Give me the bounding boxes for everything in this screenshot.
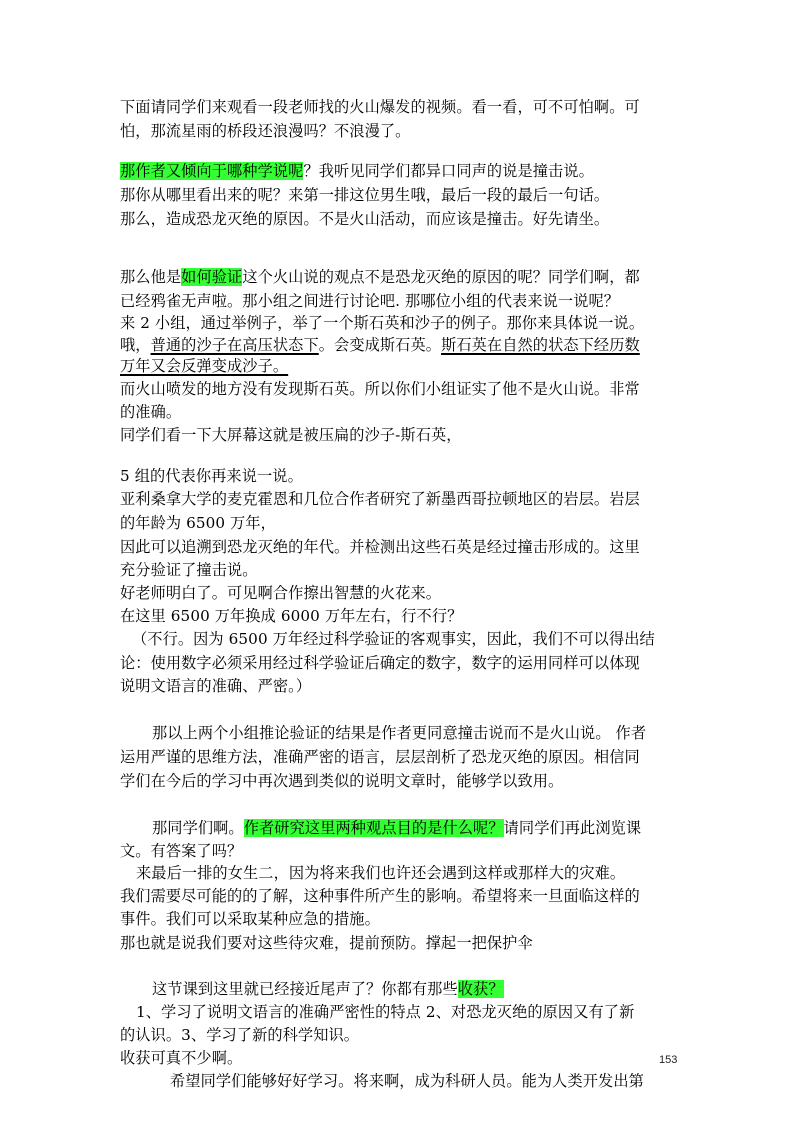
underlined-text: 斯石英在自然的状态下经历数	[441, 336, 640, 354]
paragraph-line: （不行。因为 6500 万年经过科学验证的客观事实，因此，我们不可以得出结	[132, 630, 655, 648]
paragraph-line: 1、学习了说明文语言的准确严密性的特点 2、对恐龙灭绝的原因又有了新	[136, 1003, 635, 1021]
paragraph-line: 而火山喷发的地方没有发现斯石英。所以你们小组证实了他不是火山说。非常	[120, 380, 640, 398]
line-text: ？我听见同学们都异口同声的说是撞击说。	[303, 162, 594, 180]
paragraph-line: 好老师明白了。可见啊合作擦出智慧的火花来。	[120, 584, 442, 602]
line-text: 这节课到这里就已经接近尾声了？你都有那些	[152, 980, 458, 998]
highlighted-question: 那作者又倾向于哪种学说呢	[120, 162, 304, 180]
paragraph-line: 因此可以追溯到恐龙灭绝的年代。并检测出这些石英是经过撞击形成的。这里	[120, 538, 640, 556]
paragraph-line: 那你从哪里看出来的呢？来第一排这位男生哦，最后一段的最后一句话。	[120, 186, 610, 204]
paragraph-line: 那以上两个小组推论验证的结果是作者更同意撞击说而不是火山说。 作者	[152, 724, 647, 742]
paragraph-line: 在这里 6500 万年换成 6000 万年左右，行不行？	[120, 607, 463, 625]
line-text: 哦，	[120, 336, 151, 354]
paragraph-line: 来 2 小组，通过举例子，举了一个斯石英和沙子的例子。那你来具体说一说。	[120, 314, 645, 332]
paragraph-line: 亚利桑拿大学的麦克霍恩和几位合作者研究了新墨西哥拉顿地区的岩层。岩层	[120, 490, 640, 508]
paragraph-line	[152, 978, 504, 1000]
paragraph-line: 那么，造成恐龙灭绝的原因。不是火山活动，而应该是撞击。好先请坐。	[120, 210, 610, 228]
line-text: 。会变成斯石英。	[318, 336, 442, 354]
paragraph-line: 同学们看一下大屏幕这就是被压扁的沙子-斯石英，	[120, 426, 462, 444]
paragraph-line	[120, 334, 640, 356]
paragraph-line: 我们需要尽可能的的了解，这种事件所产生的影响。希望将来一旦面临这样的	[120, 887, 640, 905]
paragraph-line: 学们在今后的学习中再次遇到类似的说明文章时，能够学以致用。	[120, 772, 564, 790]
paragraph-line: 的认识。3、学习了新的科学知识。	[120, 1026, 360, 1044]
paragraph-line: 收获可真不少啊。	[120, 1049, 243, 1067]
paragraph-line: 怕，那流星雨的桥段还浪漫吗？不浪漫了。	[120, 122, 411, 140]
paragraph-line: 5 组的代表你再来说一说。	[120, 467, 303, 485]
line-text: 请同学们再此浏览课	[503, 819, 642, 837]
page-number: 153	[659, 1054, 678, 1066]
paragraph-line	[120, 266, 640, 288]
paragraph-line: 已经鸦雀无声啦。那小组之间进行讨论吧. 那哪位小组的代表来说一说呢？	[120, 292, 620, 310]
paragraph-line: 文。有答案了吗？	[120, 842, 243, 860]
paragraph-line: 运用严谨的思维方法，准确严密的语言，层层剖析了恐龙灭绝的原因。相信同	[120, 748, 640, 766]
paragraph-line: 下面请同学们来观看一段老师找的火山爆发的视频。看一看，可不可怕啊。可	[120, 98, 640, 116]
paragraph-line: 来最后一排的女生二，因为将来我们也许还会遇到这样或那样大的灾难。	[136, 864, 626, 882]
paragraph-line: 的准确。	[120, 403, 182, 421]
highlighted-phrase: 收获？	[457, 980, 504, 998]
underlined-text: 万年又会反弹变成沙子。	[120, 357, 289, 375]
line-text: 这个火山说的观点不是恐龙灭绝的原因的呢？同学们啊，都	[242, 268, 640, 286]
underlined-text: 普通的沙子在高压状态下	[150, 336, 319, 354]
paragraph-line: 事件。我们可以采取某种应急的措施。	[120, 910, 380, 928]
line-text: 那么他是	[120, 268, 182, 286]
paragraph-line	[120, 355, 288, 377]
highlighted-question: 作者研究这里两种观点目的是什么呢？	[243, 819, 504, 837]
paragraph-line: 的年龄为 6500 万年，	[120, 514, 276, 532]
paragraph-line	[120, 160, 594, 182]
paragraph-line: 说明文语言的准确、严密。）	[120, 677, 312, 695]
paragraph-line: 那也就是说我们要对这些待灾难，提前预防。撑起一把保护伞	[120, 934, 533, 952]
paragraph-line: 希望同学们能够好好学习。将来啊，成为科研人员。能为人类开发出第	[170, 1072, 644, 1090]
line-text: 那同学们啊。	[152, 819, 244, 837]
paragraph-line: 论：使用数字必须采用经过科学验证后确定的数字，数字的运用同样可以体现	[120, 654, 640, 672]
highlighted-phrase: 如何验证	[181, 268, 243, 286]
paragraph-line: 充分验证了撞击说。	[120, 561, 258, 579]
paragraph-line	[152, 817, 641, 839]
